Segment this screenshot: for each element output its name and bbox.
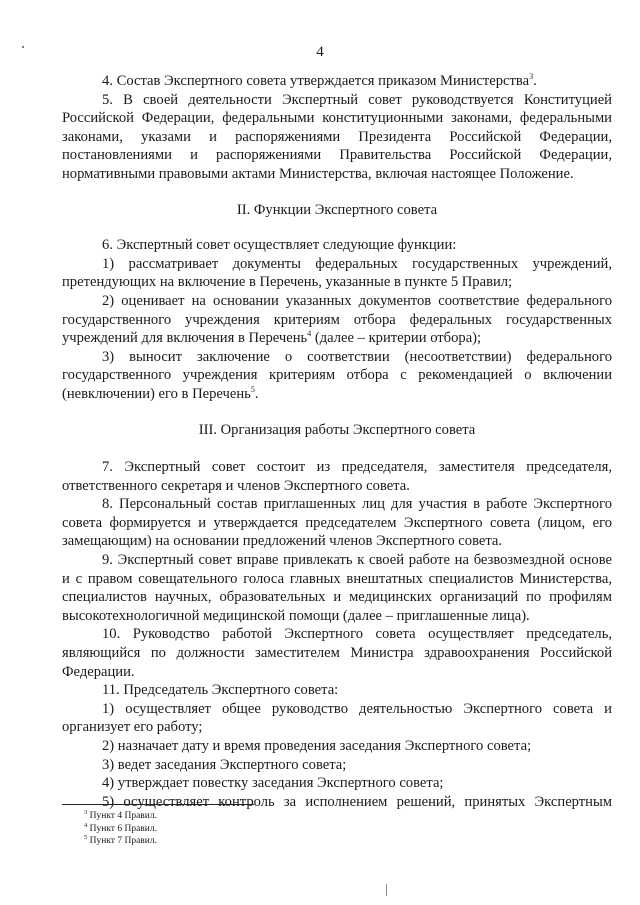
document-body: [62, 72, 612, 811]
paragraph-6-item-1: 1) рассматривает документы федеральных государственных учреждений, претендующих на включение в Перечень, указанные в пункте 5 Правил;: [62, 255, 612, 291]
paragraph-11-item-4: 4) утверждает повестку заседания Экспертного совета;: [102, 775, 444, 792]
footnote-4: $^4$ Пункт 6 Правил.: [84, 821, 157, 834]
page-number: 4: [316, 44, 324, 60]
footnotes: [84, 810, 157, 848]
paragraph-5: 5. В своей деятельности Экспертный совет руководствуется Конституцией Российской Федерации, федеральными конституционными законами, федеральными законами, указами и распоряжениями Президента Российской Федерации, постановлениями и распоряжениями Правительства Российской Федерации, нормативными правовыми актами Министерства, включая настоящее Положение.: [62, 91, 612, 182]
paragraph-7: 7. Экспертный совет состоит из председателя, заместителя председателя, ответственного секретаря и членов Экспертного совета.: [62, 459, 612, 494]
paragraph-6-item-3: 3) выносит заключение о соответствии (несоответствии) федерального государственного учреждения критериям отбора с рекомендацией о включении (невключении) его в Перечень$^5$.: [62, 348, 612, 402]
paragraph-11-item-1: 1) осуществляет общее руководство деятельностью Экспертного совета и организует его работу;: [62, 700, 612, 736]
section-heading-functions: II. Функции Экспертного совета: [236, 201, 438, 218]
footnote-5: $^5$ Пункт 7 Правил.: [84, 834, 157, 847]
footnote-3: $^3$ Пункт 4 Правил.: [84, 808, 157, 821]
paragraph-11: 11. Председатель Экспертного совета:: [102, 682, 339, 699]
section-heading-organization: III. Организация работы Экспертного совета: [198, 421, 476, 438]
paragraph-6-item-2: 2) оценивает на основании указанных документов соответствие федерального государственного учреждения критериям отбора федеральных государственных учреждений для включения в Перечень$^4$ (далее – критерии отбора);: [62, 292, 612, 347]
paragraph-11-item-5: 5) осуществляет контроль за исполнением решений, принятых Экспертным: [102, 793, 612, 810]
footnote-ref-3: 3: [529, 72, 534, 82]
paragraph-6: 6. Экспертный совет осуществляет следующие функции:: [102, 237, 457, 254]
footnote-divider: [62, 804, 254, 805]
paragraph-9: 9. Экспертный совет вправе привлекать к своей работе на безвозмездной основе и с правом совещательного голоса главных внештатных специалистов Министерства, специалистов научных, образовательных и медицинских организаций по профилям высокотехнологичной медицинской помощи (далее – приглашенные лица).: [62, 552, 612, 624]
footnote-ref-4: 4: [307, 329, 312, 339]
paragraph-4: 4. Состав Экспертного совета утверждается приказом Министерства$^3$.: [102, 72, 537, 89]
paragraph-10: 10. Руководство работой Экспертного совета осуществляет председатель, являющийся по должности заместителем Министра здравоохранения Российской Федерации.: [62, 626, 612, 680]
paragraph-11-item-2: 2) назначает дату и время проведения заседания Экспертного совета;: [102, 738, 532, 754]
paragraph-11-item-3: 3) ведет заседания Экспертного совета;: [102, 756, 347, 773]
paragraph-8: 8. Персональный состав приглашенных лиц для участия в работе Экспертного совета формируется и утверждается председателем Экспертного совета (лицом, его замещающим) на основании предложений членов Экспертного совета.: [62, 496, 612, 550]
footnote-ref-5: 5: [250, 385, 255, 395]
scan-mark: [386, 884, 387, 896]
